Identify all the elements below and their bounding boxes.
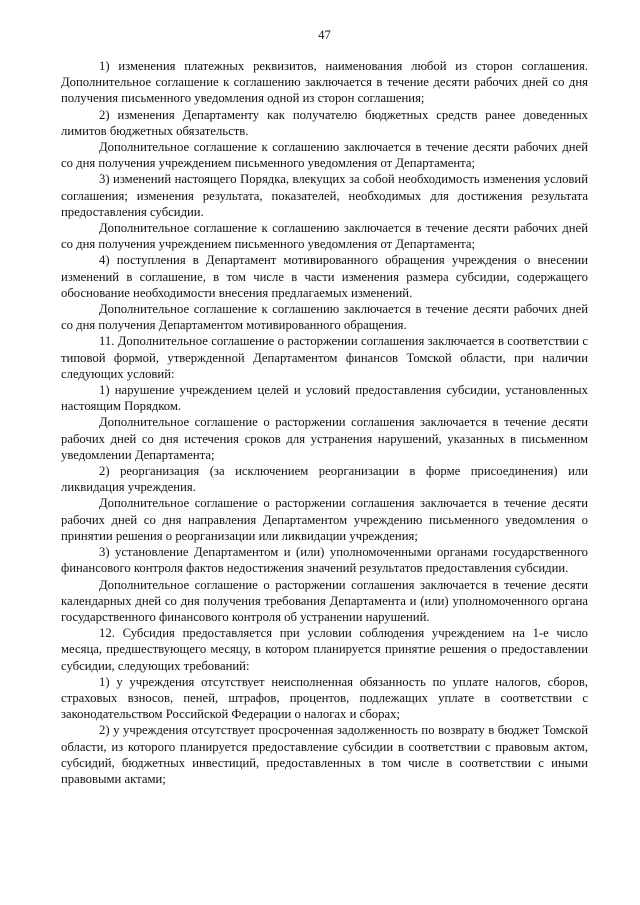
paragraph-12: Дополнительное соглашение о расторжении соглашения заключается в течение десяти рабочих дней со дня направления Департаментом учреждению письменного уведомления о принятии решения о реорганизации или ликвидации учреждения; — [61, 496, 588, 543]
paragraph-13: 3) установление Департаментом и (или) уполномоченными органами государственного финансового контроля фактов недостижения значений результатов предоставления субсидии. — [61, 545, 588, 576]
paragraph-15: 12. Субсидия предоставляется при условии соблюдения учреждением на 1-е число месяца, предшествующего месяцу, в котором планируется принятие решения о предоставлении субсидии, следующих требований: — [61, 626, 588, 673]
paragraph-17: 2) у учреждения отсутствует просроченная задолженность по возврату в бюджет Томской области, из которого планируется предоставление субсидии в соответствии с правовым актом, субсидий, бюджетных инвестиций, предоставленных в том числе в соответствии с иными правовыми актами; — [61, 723, 588, 786]
paragraph-10: Дополнительное соглашение о расторжении соглашения заключается в течение десяти рабочих дней со дня истечения сроков для устранения нарушений, указанных в письменном уведомлении Департамента; — [61, 415, 588, 462]
paragraph-14: Дополнительное соглашение о расторжении соглашения заключается в течение десяти календарных дней со дня получения требования Департамента и (или) уполномоченного органа государственного финансового контроля об устранении нарушений. — [61, 577, 588, 624]
paragraph-4: 3) изменений настоящего Порядка, влекущих за собой необходимость изменения условий соглашения; изменения результата, показателей, необходимых для достижения результата предоставления субсидии. — [61, 172, 588, 219]
paragraph-1: 1) изменения платежных реквизитов, наименования любой из сторон соглашения. Дополнительное соглашение к соглашению заключается в течение десяти рабочих дней со дня получения письменного уведомления одной из сторон соглашения; — [61, 59, 588, 106]
paragraph-7: Дополнительное соглашение к соглашению заключается в течение десяти рабочих дней со дня получения Департаментом мотивированного обращения. — [61, 302, 588, 333]
paragraph-11: 2) реорганизация (за исключением реорганизации в форме присоединения) или ликвидация учреждения. — [61, 464, 588, 495]
paragraph-3: Дополнительное соглашение к соглашению заключается в течение десяти рабочих дней со дня получения учреждением письменного уведомления от Департамента; — [61, 140, 588, 171]
paragraph-2: 2) изменения Департаменту как получателю бюджетных средств ранее доведенных лимитов бюджетных обязательств. — [61, 107, 588, 138]
paragraph-5: Дополнительное соглашение к соглашению заключается в течение десяти рабочих дней со дня получения учреждением письменного уведомления от Департамента; — [61, 221, 588, 252]
page-number: 47 — [318, 28, 331, 42]
paragraph-6: 4) поступления в Департамент мотивированного обращения учреждения о внесении изменений в соглашение, в том числе в части изменения размера субсидии, содержащего обоснование необходимости внесения предлагаемых изменений. — [61, 253, 588, 300]
document-body — [61, 58, 588, 787]
paragraph-9: 1) нарушение учреждением целей и условий предоставления субсидии, установленных настоящим Порядком. — [61, 383, 588, 414]
paragraph-8: 11. Дополнительное соглашение о расторжении соглашения заключается в соответствии с типовой формой, утвержденной Департаментом финансов Томской области, при наличии следующих условий: — [61, 334, 588, 381]
paragraph-16: 1) у учреждения отсутствует неисполненная обязанность по уплате налогов, сборов, страховых взносов, пеней, штрафов, процентов, подлежащих уплате в соответствии с законодательством Российской Федерации о налогах и сборах; — [61, 674, 588, 722]
